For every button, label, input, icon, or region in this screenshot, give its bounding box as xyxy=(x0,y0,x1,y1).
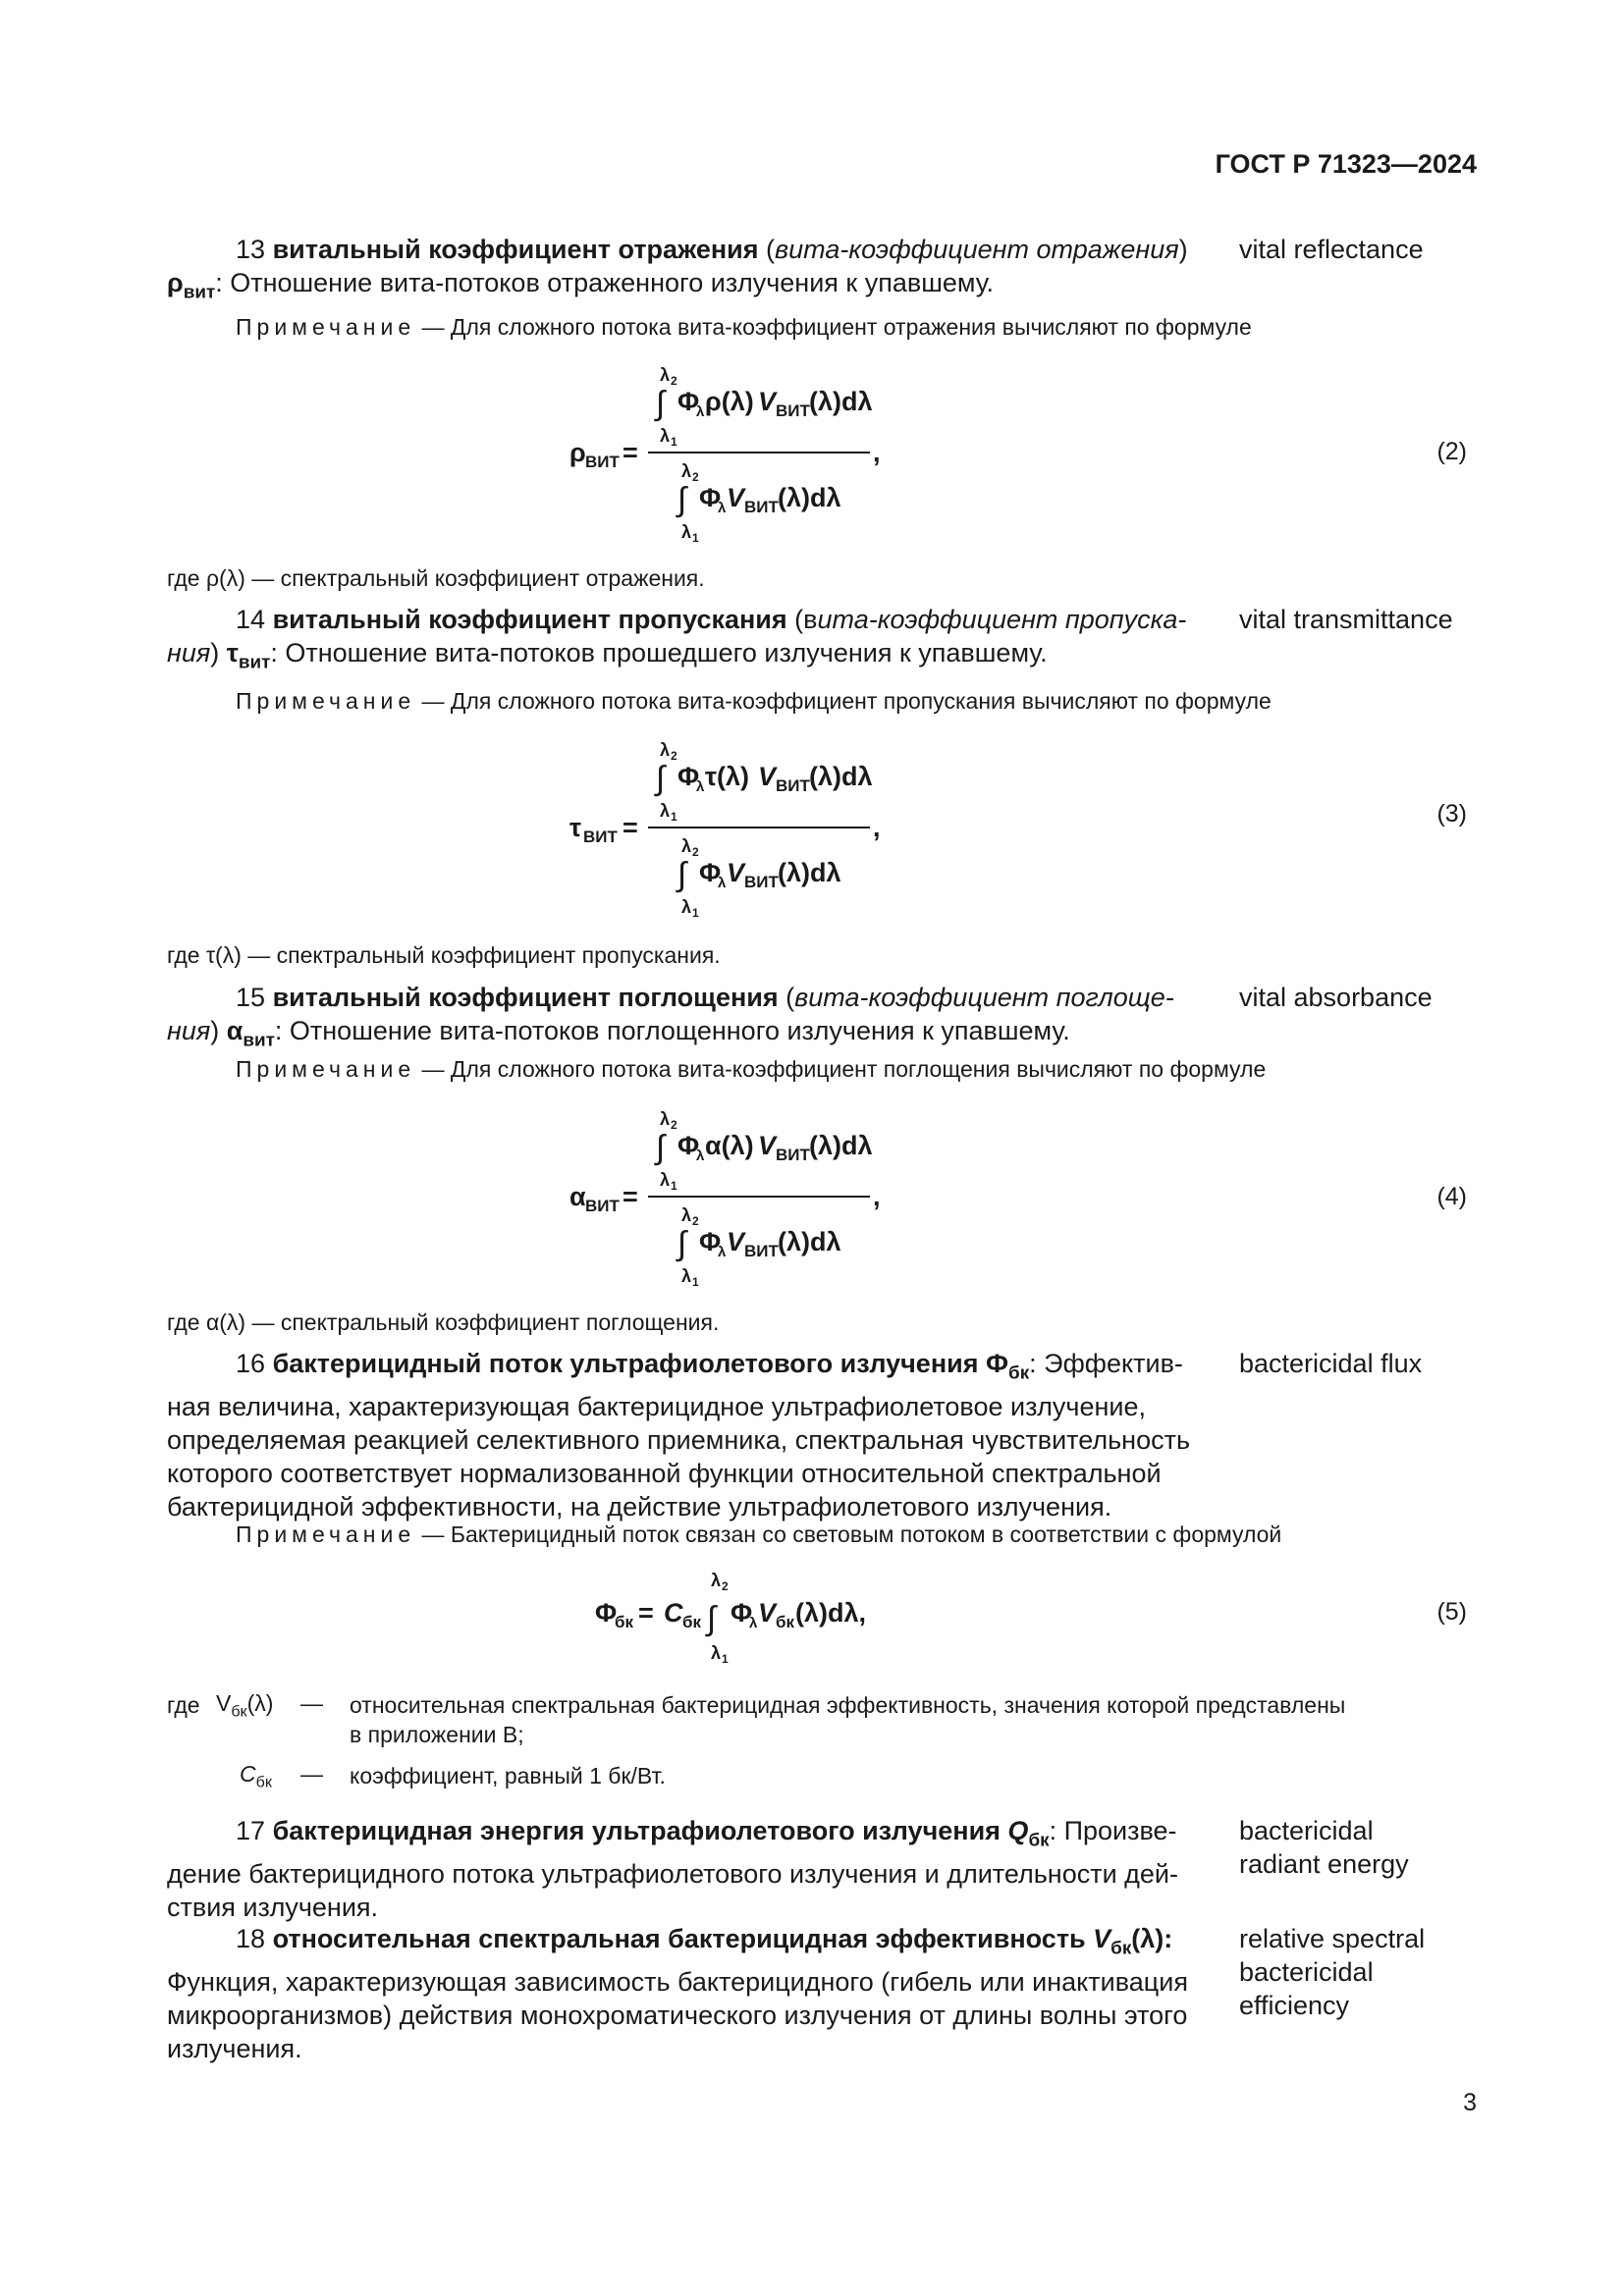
term-symbol: τ xyxy=(226,638,239,667)
svg-text:1: 1 xyxy=(671,1179,677,1193)
term-13: 13 витальный коэффициент отражения (вита-коэффициент отражения) $\rho_{вит}$: Отношение вита-потоков отраженного излучения к упавшему. xyxy=(167,235,1188,303)
svg-text:λ: λ xyxy=(681,461,692,481)
term-definition: : Отношение вита-потоков поглощенного излучения к упавшему. xyxy=(274,1016,1070,1045)
svg-text:2: 2 xyxy=(671,749,677,763)
term-17: 17 бактерицидная энергия ультрафиолетового излучения $Q_{бк}$: Произве- дение бактерицидного потока ультрафиолетового излучения и длительности дей- ствия излучения. xyxy=(167,1816,1179,1923)
svg-text:ВИТ: ВИТ xyxy=(776,776,810,795)
term-definition: : Отношение вита-потоков прошедшего излучения к упавшему. xyxy=(270,638,1048,667)
svg-text:V: V xyxy=(758,387,777,416)
svg-text:=: = xyxy=(623,813,638,842)
equation-number-5: (5) xyxy=(1436,1598,1467,1626)
svg-text:α(λ): α(λ) xyxy=(705,1131,754,1160)
svg-text:λ: λ xyxy=(660,1109,671,1129)
term-13-english: vital reflectance xyxy=(1239,235,1424,264)
svg-text:ВИТ: ВИТ xyxy=(744,498,779,516)
svg-text:2: 2 xyxy=(722,1579,729,1593)
legend-desc-v: относительная спектральная бактерицидная эффективность, значения которой представлены в приложении В; xyxy=(350,1692,1346,1747)
svg-text:V: V xyxy=(727,858,745,887)
svg-text:(λ)dλ: (λ)dλ xyxy=(778,1227,841,1256)
note-13: Примечание — Для сложного потока вита-коэффициент отражения вычисляют по формуле xyxy=(236,314,1252,340)
svg-text:1: 1 xyxy=(722,1652,729,1666)
term-15-english: vital absorbance xyxy=(1239,983,1433,1012)
svg-text:ВИТ: ВИТ xyxy=(776,1146,810,1164)
term-name: витальный коэффициент поглощения xyxy=(272,983,779,1012)
term-17-english: bactericidal radiant energy xyxy=(1239,1816,1409,1879)
equation-number-2: (2) xyxy=(1436,438,1467,465)
where-14: где τ(λ) — спектральный коэффициент пропускания. xyxy=(167,942,721,968)
svg-text:∫: ∫ xyxy=(677,481,687,518)
svg-text:ВИТ: ВИТ xyxy=(583,828,618,846)
term-15: 15 витальный коэффициент поглощения (вита-коэффициент поглоще- ния) $\alpha_{вит}$: Отношение вита-потоков поглощенного излучения к упавшему. xyxy=(167,983,1174,1051)
svg-text:Φ: Φ xyxy=(677,762,700,791)
svg-text:2: 2 xyxy=(692,845,699,859)
svg-text:ВИТ: ВИТ xyxy=(585,453,620,471)
note-14: Примечание — Для сложного потока вита-коэффициент пропускания вычисляют по формуле xyxy=(236,688,1272,714)
term-alt: вита-коэффициент отражения xyxy=(775,235,1179,264)
where-15: где α(λ) — спектральный коэффициент поглощения. xyxy=(167,1309,720,1335)
svg-text:бк: бк xyxy=(776,1613,795,1631)
equation-number-3: (3) xyxy=(1436,800,1467,828)
svg-text:2: 2 xyxy=(671,1118,677,1132)
term-name: витальный коэффициент отражения xyxy=(272,235,759,264)
term-symbol: ρ xyxy=(167,268,184,297)
svg-text:λ: λ xyxy=(660,365,671,385)
svg-text:V: V xyxy=(758,1598,777,1628)
term-name: бактерицидная энергия ультрафиолетового излучения xyxy=(272,1816,1008,1845)
svg-text:1: 1 xyxy=(692,906,699,920)
legend-desc-c: коэффициент, равный 1 бк/Вт. xyxy=(350,1763,666,1789)
svg-text:ρ: ρ xyxy=(569,438,586,467)
term-name: бактерицидный поток ультрафиолетового излучения Ф xyxy=(272,1349,1009,1378)
svg-text:1: 1 xyxy=(671,810,677,824)
term-14: 14 витальный коэффициент пропускания (вита-коэффициент пропуска- ния) $\tau_{вит}$: Отношение вита-потоков прошедшего излучения к упавшему. xyxy=(167,605,1187,673)
svg-text:V: V xyxy=(758,762,777,791)
svg-text:α: α xyxy=(569,1182,586,1211)
svg-text:бк: бк xyxy=(615,1613,634,1631)
term-symbol: α xyxy=(226,1016,244,1045)
term-14-english: vital transmittance xyxy=(1239,605,1453,634)
svg-text:∫: ∫ xyxy=(656,760,666,797)
svg-text:Φ: Φ xyxy=(731,1598,753,1628)
svg-text:∫: ∫ xyxy=(656,1129,666,1166)
svg-text:λ: λ xyxy=(681,1266,692,1286)
svg-text:=: = xyxy=(623,438,638,467)
svg-text:Φ: Φ xyxy=(595,1598,618,1628)
svg-text:λ: λ xyxy=(660,740,671,760)
term-name: относительная спектральная бактерицидная эффективность xyxy=(272,1924,1094,1953)
svg-text:λ: λ xyxy=(696,778,705,795)
svg-text:λ: λ xyxy=(711,1571,722,1590)
svg-text:ВИТ: ВИТ xyxy=(585,1197,620,1215)
formula-4 xyxy=(569,1107,903,1299)
svg-text:λ: λ xyxy=(718,875,727,891)
svg-text:λ: λ xyxy=(660,1170,671,1190)
svg-text:C: C xyxy=(664,1598,683,1628)
svg-text:Φ: Φ xyxy=(699,483,722,512)
svg-text:∫: ∫ xyxy=(677,856,687,893)
svg-text:λ: λ xyxy=(696,403,705,420)
svg-text:∫: ∫ xyxy=(656,385,666,422)
svg-text:τ(λ): τ(λ) xyxy=(705,762,750,791)
document-id: ГОСТ Р 71323—2024 xyxy=(1215,149,1477,179)
svg-text:(λ)dλ,: (λ)dλ, xyxy=(795,1598,867,1628)
svg-text:(λ)dλ: (λ)dλ xyxy=(778,858,841,887)
svg-text:Φ: Φ xyxy=(677,1131,700,1160)
svg-text:2: 2 xyxy=(671,374,677,388)
term-16-english: bactericidal flux xyxy=(1239,1349,1423,1378)
term-16: 16 бактерицидный поток ультрафиолетового излучения $Ф_{бк}$: Эффектив- ная величина, характеризующая бактерицидное ультрафиолетовое излучение, определяемая реакцией селективного приемника, спектральная чувствительность которого соответствует нормализованной функции относительной спектральной бактерицидной эффективности, на действие ультрафиолетового излучения. xyxy=(167,1349,1191,1522)
svg-text:V: V xyxy=(727,1227,745,1256)
svg-text:=: = xyxy=(638,1598,654,1628)
svg-text:бк: бк xyxy=(682,1613,702,1631)
term-18: 18 относительная спектральная бактерицидная эффективность $V_{бк}(\lambda)$: Функция, характеризующая зависимость бактерицидного (гибель или инактивация микроорганизмов) действия монохроматического излучения от длины волны этого излучения. xyxy=(167,1924,1188,2064)
svg-text:V: V xyxy=(727,483,745,512)
svg-text:1: 1 xyxy=(692,1275,699,1289)
svg-text:Φ: Φ xyxy=(699,858,722,887)
svg-text:ВИТ: ВИТ xyxy=(744,1242,779,1260)
svg-text:λ: λ xyxy=(718,1244,727,1260)
svg-text:V: V xyxy=(758,1131,777,1160)
where-13: где ρ(λ) — спектральный коэффициент отражения. xyxy=(167,565,705,591)
svg-text:,: , xyxy=(873,1182,881,1211)
svg-text:τ: τ xyxy=(569,813,582,842)
svg-text:2: 2 xyxy=(692,1214,699,1228)
svg-text:,: , xyxy=(873,813,881,842)
svg-text:λ: λ xyxy=(660,426,671,446)
svg-text:λ: λ xyxy=(681,1205,692,1225)
svg-text:1: 1 xyxy=(671,435,677,449)
svg-text:λ: λ xyxy=(681,522,692,542)
svg-text:λ: λ xyxy=(681,897,692,917)
page-number: 3 xyxy=(1463,2089,1477,2116)
term-name: витальный коэффициент пропускания xyxy=(272,605,787,634)
equation-number-4: (4) xyxy=(1436,1183,1467,1210)
svg-text:(λ)dλ: (λ)dλ xyxy=(809,762,873,791)
note-16: Примечание — Бактерицидный поток связан со световым потоком в соответствии с формулой xyxy=(236,1522,1282,1547)
term-definition: : Отношение вита-потоков отраженного излучения к упавшему. xyxy=(215,268,995,297)
term-number: 13 xyxy=(236,235,266,264)
svg-text:ВИТ: ВИТ xyxy=(744,873,779,891)
svg-text:∫: ∫ xyxy=(677,1225,687,1262)
svg-text:ВИТ: ВИТ xyxy=(776,401,810,420)
where-16-word: где xyxy=(167,1692,200,1718)
svg-text:λ: λ xyxy=(696,1148,705,1164)
svg-text:λ: λ xyxy=(681,836,692,856)
svg-text:,: , xyxy=(873,438,881,467)
formula-2 xyxy=(569,363,903,555)
svg-text:Φ: Φ xyxy=(699,1227,722,1256)
svg-text:λ: λ xyxy=(660,801,671,821)
note-15: Примечание — Для сложного потока вита-коэффициент поглощения вычисляют по формуле xyxy=(236,1056,1267,1082)
svg-text:1: 1 xyxy=(692,531,699,545)
svg-text:λ: λ xyxy=(718,500,727,516)
svg-text:(λ)dλ: (λ)dλ xyxy=(809,1131,873,1160)
svg-text:(λ)dλ: (λ)dλ xyxy=(809,387,873,416)
svg-text:λ: λ xyxy=(749,1615,758,1631)
formula-5 xyxy=(595,1571,890,1674)
legend-symbol-c: $C_{бк}$ xyxy=(240,1761,272,1791)
term-18-english: relative spectral bactericidal efficiency xyxy=(1239,1924,1426,2020)
formula-3 xyxy=(569,738,903,930)
svg-text:λ: λ xyxy=(711,1643,722,1663)
svg-text:Φ: Φ xyxy=(677,387,700,416)
svg-text:(λ)dλ: (λ)dλ xyxy=(778,483,841,512)
svg-text:∫: ∫ xyxy=(707,1600,717,1637)
legend-symbol-v: $V_{бк}(\lambda)$ xyxy=(216,1690,274,1721)
svg-text:=: = xyxy=(623,1182,638,1211)
svg-text:2: 2 xyxy=(692,470,699,484)
svg-text:ρ(λ): ρ(λ) xyxy=(705,387,754,416)
